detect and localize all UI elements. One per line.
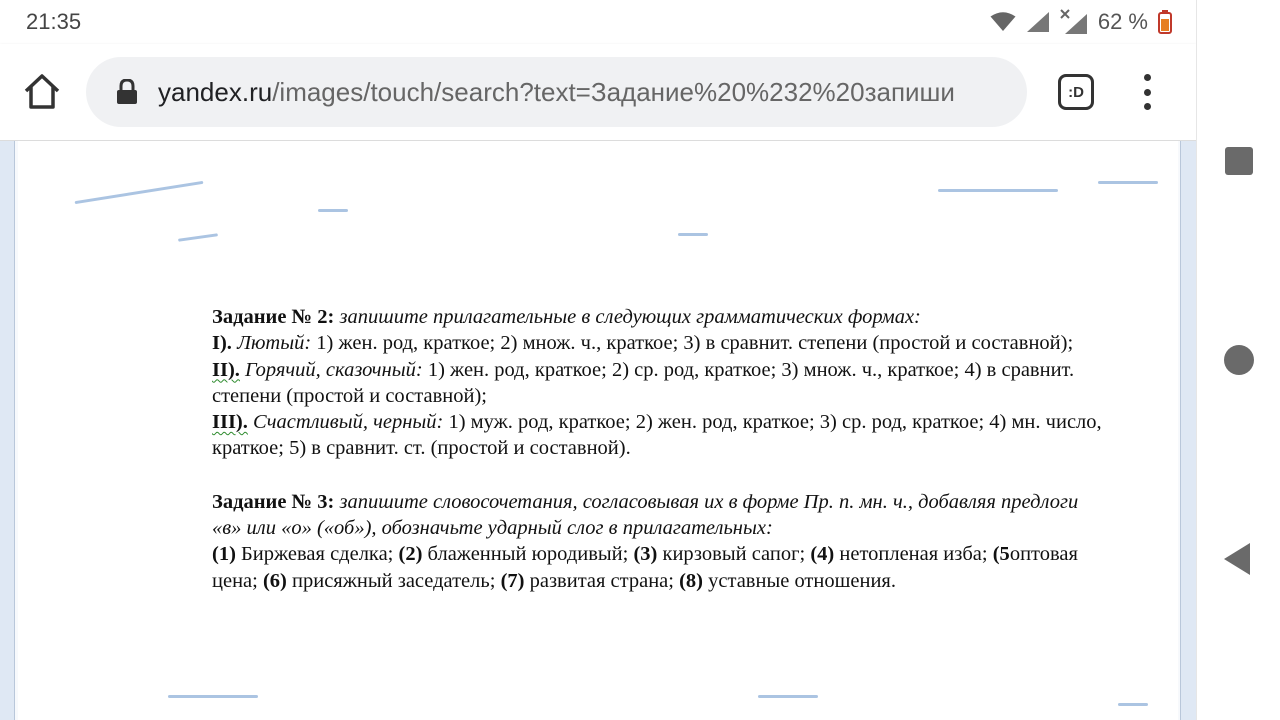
phrase-number: (1) [212,543,236,566]
home-nav-icon[interactable] [1224,345,1254,375]
scrollbar-right [1180,141,1196,720]
item2-word: Горячий, сказочный: [245,358,423,381]
address-bar[interactable] [86,57,1027,127]
status-bar [0,0,1196,44]
phrase: развитая страна; [529,569,674,592]
signal-icon-no-data [1060,9,1088,35]
task2-item2 [212,357,1112,410]
url-domain: yandex.ru [158,77,273,107]
back-icon[interactable] [1224,543,1250,575]
phrase: блаженный юродивый; [427,543,629,566]
task3-heading [212,489,1112,542]
recents-icon[interactable] [1225,147,1253,175]
item1-word: Лютый: [237,332,312,355]
android-nav-bar [1196,0,1280,720]
phrase-number: (2) [398,543,423,566]
task2-item3 [212,409,1112,462]
item1-number: I). [212,332,232,355]
task3-items [212,541,1112,594]
more-menu-icon[interactable] [1136,74,1158,110]
lock-icon [116,79,138,105]
item1-text: 1) жен. род, краткое; 2) множ. ч., краткое; 3) в сравнит. степени (простой и составной); [316,332,1074,355]
task2-heading [212,304,1112,330]
signal-icon [1026,11,1050,33]
document-text [212,304,1112,594]
task3-title: Задание № 3: [212,490,335,513]
battery-percent: 62 % [1097,9,1148,34]
url-text [158,77,1018,108]
phrase-number: (3) [633,543,658,566]
url-path: /images/touch/search?text=Задание%20%232%20запиши [272,77,955,107]
phrase-number: (4) [810,543,835,566]
home-icon[interactable] [22,72,62,112]
phrase: присяжный заседатель; [292,569,496,592]
tab-switcher-label: :D [1068,83,1084,101]
battery-icon [1158,10,1172,34]
page-content[interactable] [0,141,1196,720]
status-icons [990,8,1172,36]
item3-word: Счастливый, черный: [253,411,444,434]
phrase-number: (8) [679,569,704,592]
item2-text: 1) жен. род, краткое; 2) ср. род, краткое; 3) множ. ч., краткое; 4) в сравнит. степени (простой и составной); [212,358,1075,407]
item3-number: III). [212,411,248,434]
phrase: кирзовый сапог; [662,543,806,566]
task2-instruction: запишите прилагательные в следующих грамматических формах: [339,306,921,328]
tab-switcher-icon[interactable] [1058,74,1094,110]
task3-instruction: запишите словосочетания, согласовывая их в форме Пр. п. мн. ч., добавляя предлоги «в» или «о» («об»), обозначьте ударный слог в прилагательных: [212,490,1079,540]
phrase: нетопленая изба; [839,543,988,566]
phrase-number: (6) [262,569,287,592]
phrase: Биржевая сделка; [241,543,394,566]
phrase-number: (7) [500,569,525,592]
task2-title: Задание № 2: [212,306,335,328]
phrase: уставные отношения. [708,569,896,592]
browser-toolbar [0,44,1196,141]
status-time: 21:35 [26,9,82,34]
phrase-number: (5 [992,543,1010,566]
item3-text: 1) муж. род, краткое; 2) жен. род, краткое; 3) ср. род, краткое; 4) мн. число, краткое; 5) в сравнит. ст. (простой и составной). [212,411,1102,460]
task2-item1 [212,330,1112,356]
ruler-left [0,141,15,720]
phrase: оптовая цена; [212,543,1078,592]
wifi-icon [990,12,1016,32]
item2-number: II). [212,358,240,381]
